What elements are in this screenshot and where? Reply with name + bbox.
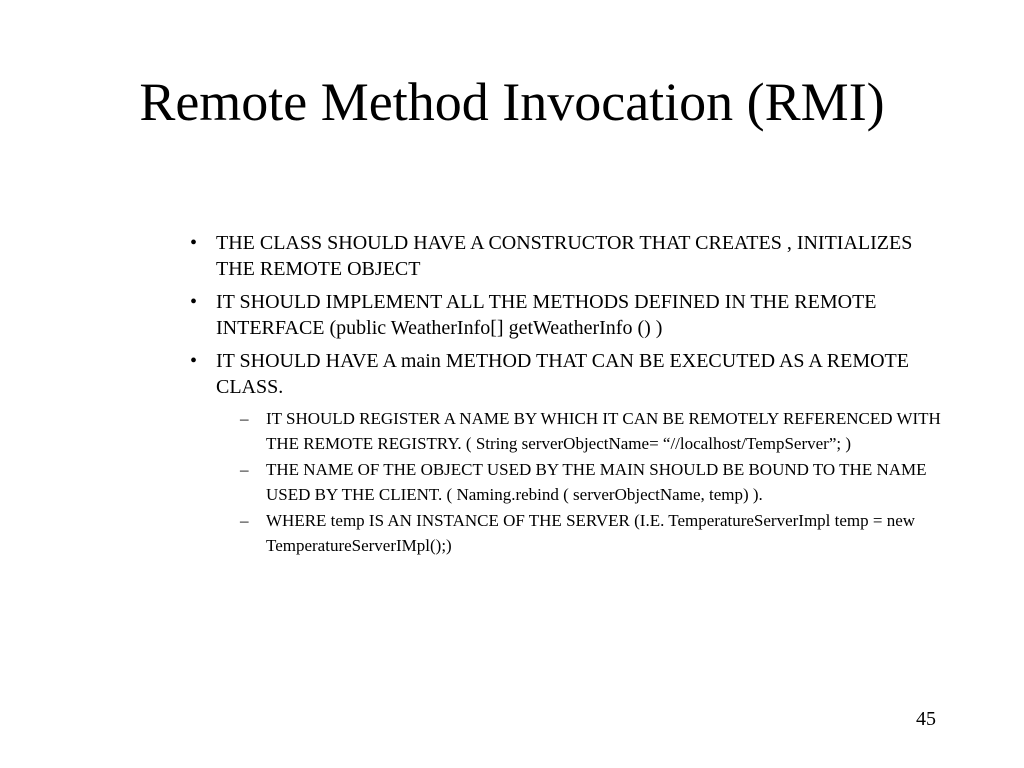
sub-bullet-text: IT SHOULD REGISTER A NAME BY WHICH IT CAN BE REMOTELY REFERENCED WITH THE REMOTE REGISTRY. ( String serverObjectName= “//localhost/TempServer”; ) (266, 409, 941, 453)
slide-title: Remote Method Invocation (RMI) (139, 72, 885, 132)
sub-bullet-text: WHERE temp IS AN INSTANCE OF THE SERVER (I.E. TemperatureServerImpl temp = new TemperatureServerIMpl();) (266, 511, 916, 555)
sub-bullet-item (238, 458, 948, 507)
sub-bullet-marker: – (240, 460, 249, 479)
bullet-item (188, 289, 948, 341)
sub-bullet-item (238, 407, 948, 456)
sub-bullet-marker: – (240, 511, 249, 530)
bullet-text: IT SHOULD HAVE A main METHOD THAT CAN BE EXECUTED AS A REMOTE CLASS. (216, 350, 909, 398)
bullet-text: IT SHOULD IMPLEMENT ALL THE METHODS DEFINED IN THE REMOTE INTERFACE (public WeatherInfo[] getWeatherInfo () ) (216, 291, 877, 339)
sub-bullet-item (238, 509, 948, 558)
bullet-marker: • (190, 291, 198, 313)
page-number: 45 (916, 708, 936, 730)
bullet-marker: • (190, 232, 198, 254)
bullet-item (188, 230, 948, 282)
bullet-text: THE CLASS SHOULD HAVE A CONSTRUCTOR THAT CREATES , INITIALIZES THE REMOTE OBJECT (216, 232, 913, 280)
sub-bullet-marker: – (240, 409, 249, 428)
slide-content (188, 230, 948, 560)
bullet-item (188, 348, 948, 400)
bullet-marker: • (190, 350, 198, 372)
sub-bullet-text: THE NAME OF THE OBJECT USED BY THE MAIN SHOULD BE BOUND TO THE NAME USED BY THE CLIENT. ( Naming.rebind ( serverObjectName, temp) ). (266, 460, 927, 504)
